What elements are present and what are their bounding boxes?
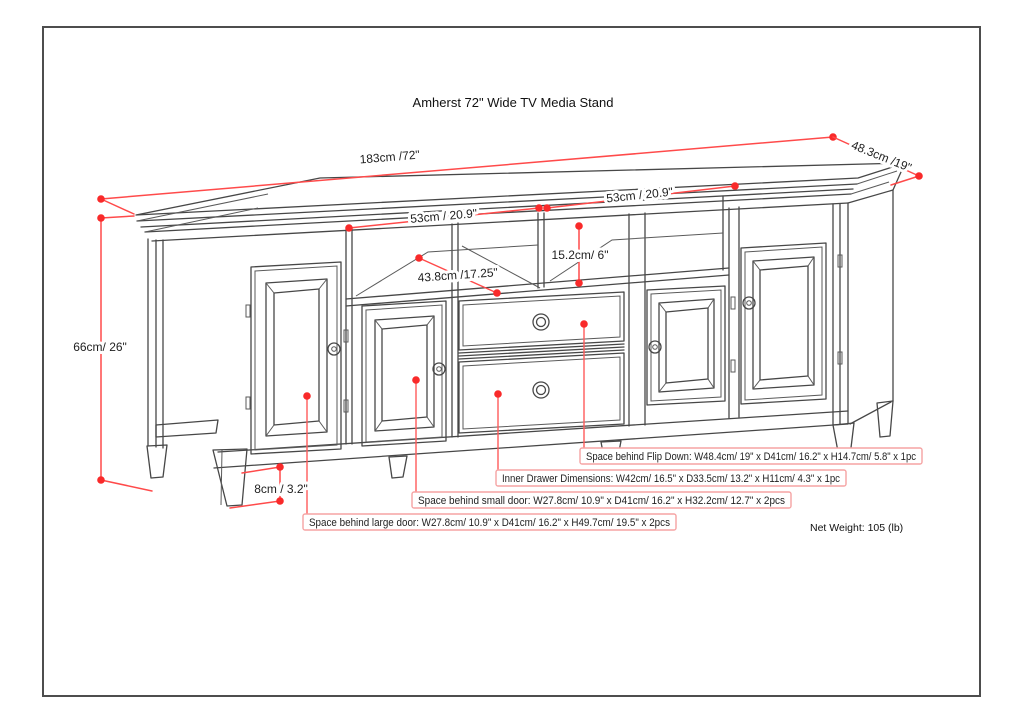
dim-label-overall-height: 66cm/ 26" xyxy=(73,340,127,354)
dim-label-right-opening-width: 53cm / 20.9" xyxy=(605,184,674,206)
annotation-flip-down xyxy=(580,448,922,464)
annotation-large-door-text: Space behind large door: W27.8cm/ 10.9" x D41cm/ 16.2" x H49.7cm/ 19.5" x 2pcs xyxy=(309,517,670,529)
annotation-small-door-text: Space behind small door: W27.8cm/ 10.9" x D41cm/ 16.2" x H32.2cm/ 12.7" x 2pcs xyxy=(418,495,785,507)
dim-label-opening-depth: 43.8cm /17.25" xyxy=(417,265,499,285)
dim-label-leg-height: 8cm / 3.2" xyxy=(254,482,308,496)
dim-label-left-opening-width: 53cm / 20.9" xyxy=(409,206,478,226)
annotation-small-door xyxy=(412,492,791,508)
dim-label-overall-depth: 48.3cm /19" xyxy=(849,137,914,175)
diagram-title: Amherst 72" Wide TV Media Stand xyxy=(412,95,614,110)
annotation-inner-drawer-text: Inner Drawer Dimensions: W42cm/ 16.5" x D33.5cm/ 13.2" x H11cm/ 4.3" x 1pc xyxy=(502,473,841,485)
net-weight-label: Net Weight: 105 (lb) xyxy=(810,522,904,534)
annotation-inner-drawer xyxy=(496,470,846,486)
dim-label-overall-width: 183cm /72" xyxy=(359,147,421,167)
annotation-flip-down-text: Space behind Flip Down: W48.4cm/ 19" x D41cm/ 16.2" x H14.7cm/ 5.8" x 1pc xyxy=(586,451,917,463)
annotation-large-door xyxy=(303,514,676,530)
dim-label-opening-height: 15.2cm/ 6" xyxy=(551,248,609,262)
